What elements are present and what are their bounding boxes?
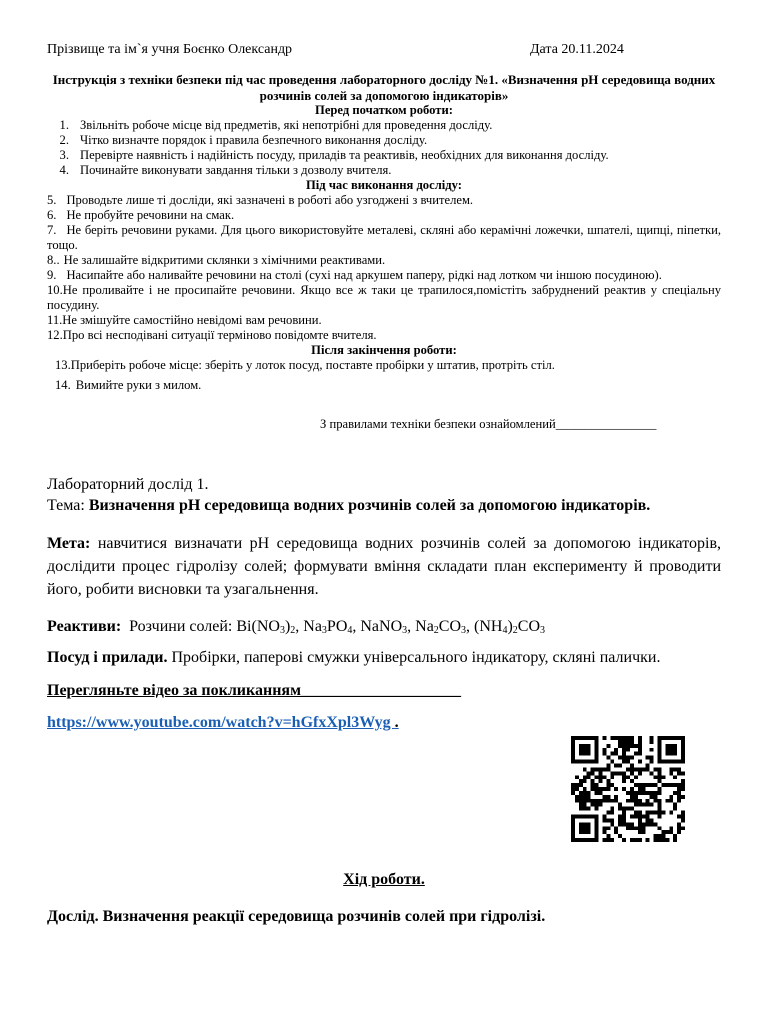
instruction-item bbox=[47, 148, 721, 163]
item-text: Звільніть робоче місце від предметів, які непотрібні для проведення досліду. bbox=[80, 118, 493, 132]
item-text: Не проливайте і не просипайте речовини. Якщо все ж таки це трапилося,помістіть забруднений реактив у спеціальну посудину. bbox=[47, 283, 721, 312]
instruction-item bbox=[47, 313, 721, 328]
topic-label: Тема: bbox=[47, 497, 89, 514]
before-section-title: Перед початком роботи: bbox=[315, 103, 453, 117]
item-text: Не залишайте відкритими склянки з хімічними реактивами. bbox=[63, 253, 386, 267]
item-text: Вимийте руки з милом. bbox=[75, 378, 202, 392]
instruction-item bbox=[47, 358, 721, 373]
equipment bbox=[47, 647, 721, 669]
reagent-formula: NaNO$_3$ bbox=[360, 618, 408, 636]
lab-goal bbox=[47, 532, 721, 601]
item-number: 2. bbox=[59, 133, 69, 147]
item-number: 4. bbox=[59, 163, 69, 177]
during-list bbox=[47, 193, 721, 343]
reagents bbox=[47, 617, 721, 637]
instruction-item bbox=[47, 193, 721, 208]
reagents-label: Реактиви: bbox=[47, 618, 122, 635]
item-text: Перевірте наявність і надійність посуду, приладів та реактивів, необхідних для виконання досліду. bbox=[80, 148, 609, 162]
goal-text: навчитися визначати рН середовища водних розчинів солей за допомогою індикаторів, дослідити процес гідролізу солей; формувати вміння складати план експерименту й проводити його, робити висновки та узагальнення. bbox=[47, 535, 721, 598]
instruction-item bbox=[47, 253, 721, 268]
lab-number: Лабораторний дослід 1. bbox=[47, 476, 209, 493]
item-text: Проводьте лише ті досліди, які зазначені в роботі або узгоджені з вчителем. bbox=[66, 193, 474, 207]
video-link-suffix: . bbox=[394, 714, 399, 731]
equipment-label: Посуд і прилади. bbox=[47, 649, 168, 666]
reagent-formula: $Na_3PO_4$ bbox=[303, 618, 353, 636]
topic-text: Визначення рН середовища водних розчинів солей за допомогою індикаторів. bbox=[88, 497, 651, 514]
instruction-item bbox=[47, 208, 721, 223]
video-instruction: Перегляньте відео за покликанням____________________ bbox=[47, 682, 461, 699]
item-number: 5. bbox=[47, 193, 57, 207]
instruction-item bbox=[47, 268, 721, 283]
acknowledgement-line: З правилами техніки безпеки ознайомлений________________ bbox=[320, 417, 657, 431]
instruction-item bbox=[47, 133, 721, 148]
student-name: Прізвище та ім`я учня Боєнко Олександр bbox=[47, 42, 293, 57]
date: Дата 20.11.2024 bbox=[530, 42, 624, 57]
qr-code bbox=[571, 736, 685, 842]
after-list bbox=[47, 358, 721, 393]
instruction-item bbox=[47, 378, 721, 393]
reagent-formulas: $Bi(NO_3)_2$, $Na_3PO_4$, NaNO$_3$, $Na_2CO_3$, $(NH_4)_2CO_3$ bbox=[236, 618, 546, 636]
item-text: Не беріть речовини руками. Для цього використовуйте металеві, скляні або керамічні ложечки, шпателі, щипці, піпетки, тощо. bbox=[47, 223, 721, 252]
instruction-item bbox=[47, 328, 721, 343]
item-number: 9. bbox=[47, 268, 57, 282]
experiment-title: Дослід. Визначення реакції середовища розчинів солей при гідролізі. bbox=[47, 908, 546, 925]
video-link[interactable] bbox=[47, 713, 721, 733]
instruction-item bbox=[47, 118, 721, 133]
equipment-text: Пробірки, паперові смужки універсального індикатору, скляні палички. bbox=[167, 649, 661, 666]
item-number: 12. bbox=[47, 328, 63, 342]
video-url[interactable]: https://www.youtube.com/watch?v=hGfxXpl3Wyg bbox=[47, 714, 395, 731]
item-number: 14. bbox=[55, 378, 71, 392]
item-number: 3. bbox=[59, 148, 69, 162]
item-text: Починайте виконувати завдання тільки з дозволу вчителя. bbox=[80, 163, 392, 177]
item-number: 6. bbox=[47, 208, 57, 222]
instruction-item bbox=[47, 283, 721, 313]
after-section-title: Після закінчення роботи: bbox=[311, 343, 457, 357]
safety-instruction bbox=[47, 72, 721, 393]
before-list bbox=[47, 118, 721, 178]
reagents-prefix: Розчини солей: bbox=[121, 618, 237, 635]
reagent-formula: $Bi(NO_3)_2$ bbox=[236, 618, 296, 636]
item-text: Не пробуйте речовини на смак. bbox=[66, 208, 235, 222]
procedure-title: Хід роботи. bbox=[343, 871, 425, 888]
item-number: 1. bbox=[59, 118, 69, 132]
reagent-formula: $Na_2CO_3$ bbox=[415, 618, 467, 636]
during-section-title: Під час виконання досліду: bbox=[306, 178, 462, 192]
item-number: 13. bbox=[55, 358, 71, 372]
item-text: Не змішуйте самостійно невідомі вам речовини. bbox=[62, 313, 322, 327]
item-text: Чітко визначте порядок і правила безпечного виконання досліду. bbox=[80, 133, 428, 147]
goal-label: Мета: bbox=[47, 535, 91, 552]
reagent-formula: $(NH_4)_2CO_3$ bbox=[474, 618, 546, 636]
lab-topic bbox=[47, 494, 721, 517]
item-text: Приберіть робоче місце: зберіть у лоток посуд, поставте пробірки у штатив, протріть стіл. bbox=[70, 358, 555, 372]
instruction-title: Інструкція з техніки безпеки під час проведення лабораторного досліду №1. «Визначення рН середовища водних розчинів солей за допомогою індикаторів» bbox=[52, 72, 716, 103]
instruction-item bbox=[47, 223, 721, 253]
item-number: 11. bbox=[47, 313, 63, 327]
instruction-item bbox=[47, 163, 721, 178]
lab-section bbox=[47, 475, 721, 733]
item-text: Про всі несподівані ситуації терміново повідомте вчителя. bbox=[62, 328, 377, 342]
item-number: 10. bbox=[47, 283, 63, 297]
item-number: 8.. bbox=[47, 253, 60, 267]
item-number: 7. bbox=[47, 223, 57, 237]
item-text: Насипайте або наливайте речовини на столі (сухі над аркушем паперу, рідкі над лотком чи іншою посудиною). bbox=[66, 268, 662, 282]
